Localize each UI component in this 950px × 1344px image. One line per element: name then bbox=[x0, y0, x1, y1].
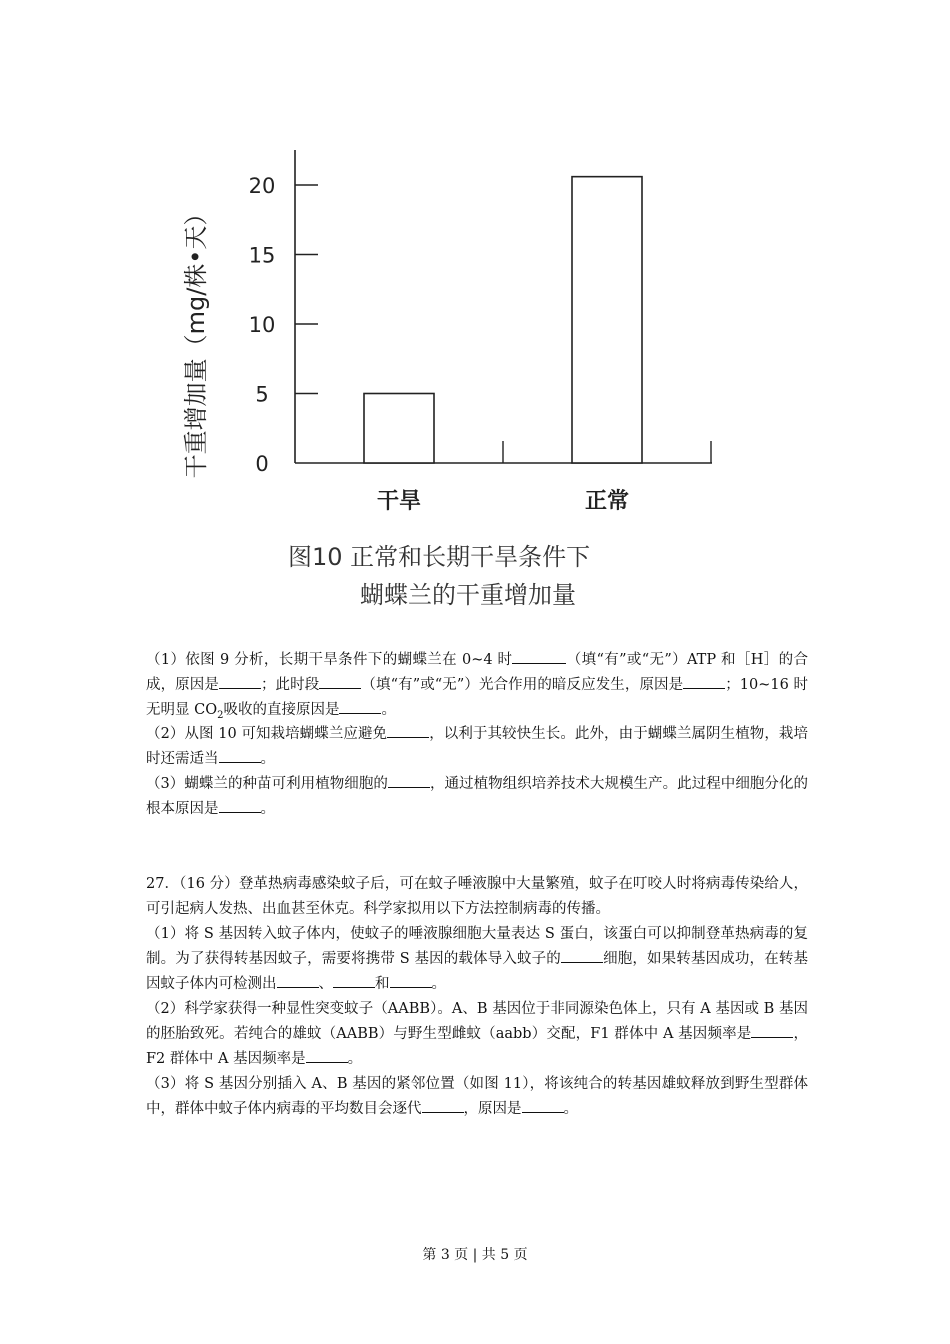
q26-p3-text-a: （3）蝴蝶兰的种苗可利用植物细胞的 bbox=[146, 776, 388, 792]
q27-p3-text-c: 。 bbox=[563, 1101, 578, 1117]
q26-p3-text-b: ，通过植物组织培养技术大规模生产。此过程中细胞分化的根本原因是 bbox=[146, 776, 808, 817]
answer-blank[interactable] bbox=[319, 673, 361, 689]
bars bbox=[364, 177, 642, 463]
q26-part3 bbox=[146, 772, 808, 822]
y-axis-label: 干重增加量（mg/株•天） bbox=[182, 201, 210, 479]
answer-blank[interactable] bbox=[751, 1022, 793, 1038]
y-tick-label: 5 bbox=[255, 382, 269, 407]
q27-p3-text-a: （3）将 S 基因分别插入 A、B 基因的紧邻位置（如图 11），将该纯合的转基因雄蚊释放到野生型群体中，群体中蚊子体内病毒的平均数目会逐代 bbox=[146, 1076, 808, 1117]
q26-p3-text-c: 。 bbox=[260, 801, 275, 817]
category-labels bbox=[377, 488, 629, 514]
q27-p3-text-b: ，原因是 bbox=[463, 1101, 522, 1117]
q27-p2-text-a: （2）科学家获得一种显性突变蚊子（AABB）。A、B 基因位于非同源染色体上，只有 A 基因或 B 基因的胚胎致死。若纯合的雄蚊（AABB）与野生型雌蚊（aabb）交配，F1 群体中 A 基因频率是 bbox=[146, 1001, 808, 1042]
y-tick-label: 10 bbox=[248, 313, 276, 337]
q26-p1-text-b: （填“有”或“无”）ATP 和［H］的合成，原因是 bbox=[146, 652, 808, 693]
q27-intro-text: 27．（16 分）登革热病毒感染蚊子后，可在蚊子唾液腺中大量繁殖，蚊子在叮咬人时将病毒传染给人，可引起病人发热、出血甚至休克。科学家拟用以下方法控制病毒的传播。 bbox=[146, 876, 808, 917]
figure-caption-line1: 图10 正常和长期干旱条件下 bbox=[288, 543, 591, 571]
bar-chart-figure bbox=[0, 0, 950, 640]
q27-part1 bbox=[146, 922, 808, 997]
answer-blank[interactable] bbox=[561, 947, 603, 963]
q27-intro bbox=[146, 872, 808, 922]
q27-p1-text-d: 和 bbox=[375, 976, 390, 992]
y-tick-label: 20 bbox=[248, 174, 276, 198]
category-label: 干旱 bbox=[376, 489, 422, 514]
q26-p2-text-a: （2）从图 10 可知栽培蝴蝶兰应避免 bbox=[146, 726, 388, 742]
chart-axes bbox=[295, 150, 712, 463]
q26-part1 bbox=[146, 648, 808, 723]
q27-p1-text-a: （1）将 S 基因转入蚊子体内，使蚊子的唾液腺细胞大量表达 S 蛋白，该蛋白可以抑制登革热病毒的复制。为了获得转基因蚊子，需要将携带 S 基因的载体导入蚊子的 bbox=[146, 926, 808, 967]
answer-blank[interactable] bbox=[522, 1097, 564, 1113]
bar-drought bbox=[364, 394, 434, 464]
q27-p2-text-c: 。 bbox=[347, 1051, 363, 1067]
subscript-2: 2 bbox=[217, 709, 224, 721]
answer-blank[interactable] bbox=[390, 972, 432, 988]
answer-blank[interactable] bbox=[219, 747, 261, 763]
figure-caption-line2: 蝴蝶兰的干重增加量 bbox=[360, 581, 576, 609]
answer-blank[interactable] bbox=[388, 772, 430, 788]
q27-part2 bbox=[146, 997, 808, 1072]
bar-normal bbox=[572, 177, 642, 463]
q26-p2-text-c: 。 bbox=[260, 751, 275, 767]
answer-blank[interactable] bbox=[306, 1047, 348, 1063]
answer-blank[interactable] bbox=[277, 972, 319, 988]
answer-blank[interactable] bbox=[339, 698, 381, 714]
page-footer: 第 3 页 | 共 5 页 bbox=[422, 1247, 528, 1263]
q26-p1-text-e: ；10~16 时无明显 CO bbox=[146, 677, 809, 718]
y-ticks bbox=[249, 174, 318, 476]
q26-p1-text-f: 吸收的直接原因是 bbox=[223, 702, 340, 718]
q26-part2 bbox=[146, 722, 808, 772]
answer-blank[interactable] bbox=[422, 1097, 464, 1113]
q26-p2-text-b: ，以利于其较快生长。此外，由于蝴蝶兰属阴生植物，栽培时还需适当 bbox=[146, 726, 808, 767]
answer-blank[interactable] bbox=[512, 648, 566, 664]
q26-p1-text-d: （填“有”或“无”）光合作用的暗反应发生，原因是 bbox=[361, 677, 684, 693]
answer-blank[interactable] bbox=[219, 673, 261, 689]
answer-blank[interactable] bbox=[683, 673, 725, 689]
q27-p1-text-b: 细胞，如果转基因成功，在转基因蚊子体内可检测出 bbox=[146, 951, 809, 992]
q27-p2-text-b: ，F2 群体中 A 基因频率是 bbox=[146, 1026, 808, 1067]
category-label: 正常 bbox=[584, 489, 630, 514]
q27-part3 bbox=[146, 1072, 808, 1122]
q26-p1-text-c: ；此时段 bbox=[260, 677, 320, 693]
y-tick-label: 15 bbox=[248, 243, 276, 268]
q26-p1-text-a: （1）依图 9 分析，长期干旱条件下的蝴蝶兰在 0~4 时 bbox=[146, 652, 513, 668]
q27-p1-text-c: 、 bbox=[318, 976, 333, 992]
answer-blank[interactable] bbox=[219, 797, 261, 813]
answer-blank[interactable] bbox=[333, 972, 375, 988]
q26-p1-text-g: 。 bbox=[381, 702, 396, 718]
y-tick-label: 0 bbox=[255, 452, 269, 476]
answer-blank[interactable] bbox=[387, 722, 429, 738]
q27-p1-text-e: 。 bbox=[431, 976, 446, 992]
